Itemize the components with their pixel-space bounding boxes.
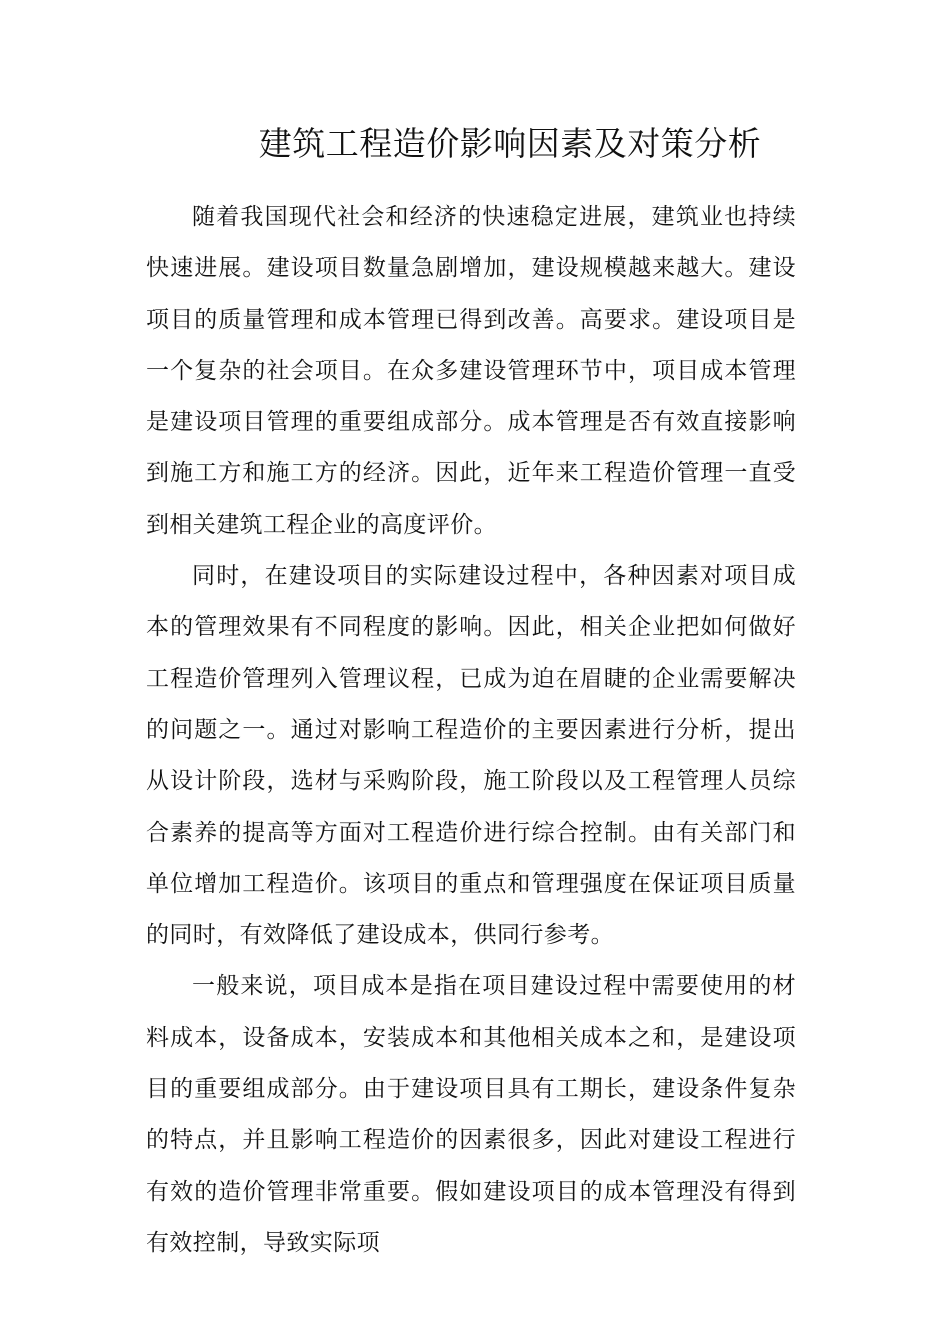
paragraph-2: 同时，在建设项目的实际建设过程中，各种因素对项目成本的管理效果有不同程度的影响。因此，相关企业把如何做好工程造价管理列入管理议程，已成为迫在眉睫的企业需要解决的问题之一。通过对影响工程造价的主要因素进行分析，提出从设计阶段，选材与采购阶段，施工阶段以及工程管理人员综合素养的提高等方面对工程造价进行综合控制。由有关部门和单位增加工程造价。该项目的重点和管理强度在保证项目质量的同时，有效降低了建设成本，供同行参考。 bbox=[146, 563, 796, 949]
document-title: 建筑工程造价影响因素及对策分析 bbox=[258, 124, 762, 163]
document-body bbox=[146, 192, 796, 1269]
paragraph-1: 随着我国现代社会和经济的快速稳定进展，建筑业也持续快速进展。建设项目数量急剧增加，建设规模越来越大。建设项目的质量管理和成本管理已得到改善。高要求。建设项目是一个复杂的社会项目。在众多建设管理环节中，项目成本管理是建设项目管理的重要组成部分。成本管理是否有效直接影响到施工方和施工方的经济。因此，近年来工程造价管理一直受到相关建筑工程企业的高度评价。 bbox=[146, 204, 796, 538]
paragraph-3: 一般来说，项目成本是指在项目建设过程中需要使用的材料成本，设备成本，安装成本和其他相关成本之和，是建设项目的重要组成部分。由于建设项目具有工期长，建设条件复杂的特点，并且影响工程造价的因素很多，因此对建设工程进行有效的造价管理非常重要。假如建设项目的成本管理没有得到有效控制，导致实际项 bbox=[146, 973, 796, 1256]
